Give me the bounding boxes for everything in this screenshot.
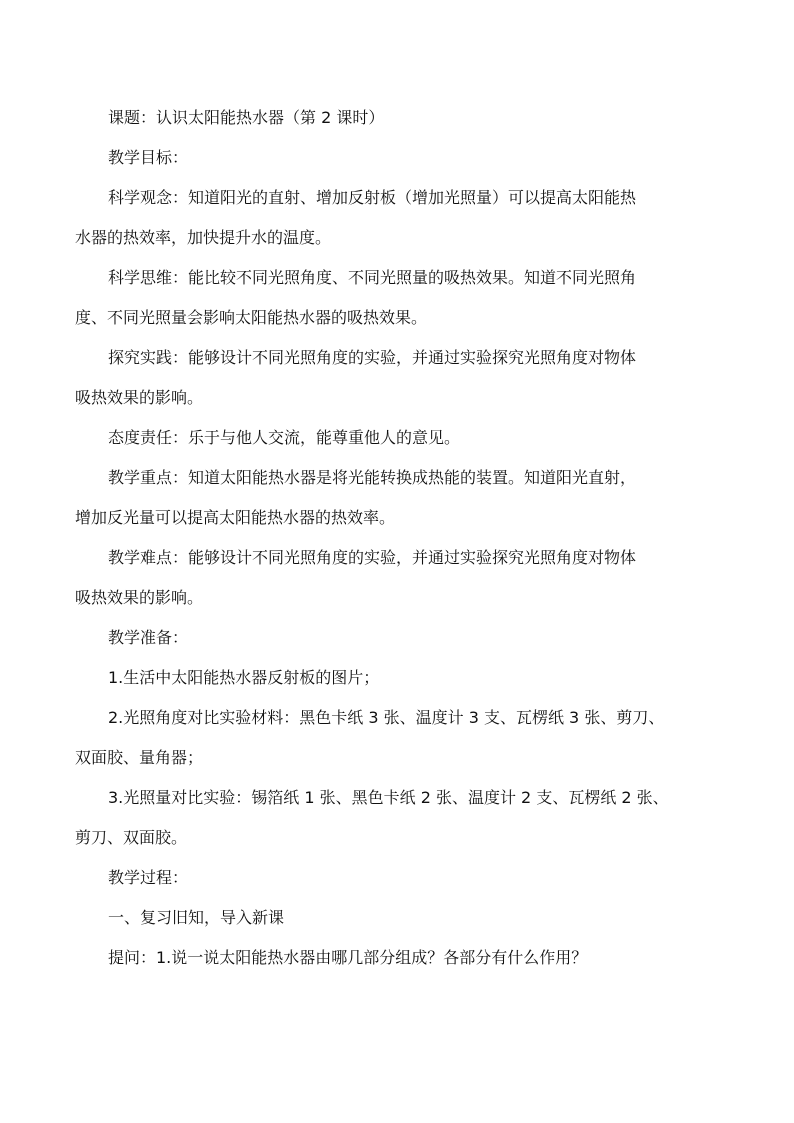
objective-science-thinking: [75, 258, 736, 338]
text-line: 提问：1.说一说太阳能热水器由哪几部分组成？各部分有什么作用？: [108, 948, 588, 967]
text-line: 1.生活中太阳能热水器反射板的图片；: [108, 668, 380, 687]
objective-attitude: [106, 418, 736, 458]
text-line: 一、复习旧知，导入新课: [108, 908, 285, 927]
preparation-item-1: [106, 658, 736, 698]
text-line: 2.光照角度对比实验材料：黑色卡纸 3 张、温度计 3 支、瓦楞纸 3 张、剪刀、: [108, 708, 665, 727]
text-line: 剪刀、双面胶。: [75, 828, 188, 847]
text-line: 科学思维：能比较不同光照角度、不同光照量的吸热效果。知道不同光照角: [108, 268, 637, 287]
preparation-item-2: [75, 698, 736, 778]
text-line: 增加反光量可以提高太阳能热水器的热效率。: [75, 508, 396, 527]
text-line: 水器的热效率，加快提升水的温度。: [75, 228, 332, 247]
text-line: 双面胶、量角器；: [75, 748, 204, 767]
teaching-key-points: [75, 458, 736, 538]
text-line: 教学目标：: [108, 148, 189, 167]
process-question: [106, 938, 736, 978]
text-line: 3.光照量对比实验：锡箔纸 1 张、黑色卡纸 2 张、温度计 2 支、瓦楞纸 2 张、: [108, 788, 669, 807]
text-line: 度、不同光照量会影响太阳能热水器的吸热效果。: [75, 308, 428, 327]
text-line: 教学重点：知道太阳能热水器是将光能转换成热能的装置。知道阳光直射，: [108, 468, 637, 487]
lesson-title: [106, 98, 736, 138]
text-line: 吸热效果的影响。: [75, 588, 204, 607]
document-body: [75, 98, 736, 978]
teaching-difficulties: [75, 538, 736, 618]
text-line: 吸热效果的影响。: [75, 388, 204, 407]
text-line: 探究实践：能够设计不同光照角度的实验，并通过实验探究光照角度对物体: [108, 348, 637, 367]
text-line: 课题：认识太阳能热水器（第 2 课时）: [108, 108, 385, 127]
text-line: 态度责任：乐于与他人交流，能尊重他人的意见。: [108, 428, 461, 447]
preparation-item-3: [75, 778, 736, 858]
section-heading-objectives: [106, 138, 736, 178]
objective-science-concept: [75, 178, 736, 258]
text-line: 科学观念：知道阳光的直射、增加反射板（增加光照量）可以提高太阳能热: [108, 188, 637, 207]
text-line: 教学难点：能够设计不同光照角度的实验，并通过实验探究光照角度对物体: [108, 548, 637, 567]
text-line: 教学过程：: [108, 868, 189, 887]
section-heading-process: [106, 858, 736, 898]
section-heading-preparation: [106, 618, 736, 658]
objective-inquiry-practice: [75, 338, 736, 418]
text-line: 教学准备：: [108, 628, 189, 647]
process-step-1-heading: [106, 898, 736, 938]
